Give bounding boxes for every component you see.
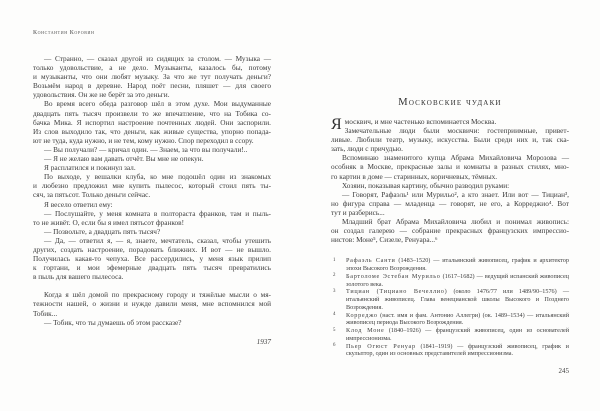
text-line: Замечательные люди были москвичи: гостеприимные, привет-: [344, 126, 569, 136]
footnote-body: (1483–1520) — итальянский живописец, график и архитектор эпохи Высокого Возрождения.: [346, 257, 569, 273]
text-line: — Вы получали? — кричал один. — Знаем, за что вы получали!..: [44, 144, 248, 154]
running-head: Константин Коровин: [33, 30, 95, 36]
page-number: 245: [558, 367, 569, 376]
footnote: [331, 327, 569, 343]
footnote-text: [346, 273, 569, 289]
footnote-number: 4: [333, 312, 336, 318]
text-line: Я расплатился и покинул зал.: [44, 163, 136, 173]
footnote-text: [346, 343, 569, 359]
text-line: особняк в Москве, прекрасные залы и комнаты в разных стилях, мно-: [331, 162, 569, 172]
footnote-text: [346, 257, 569, 273]
footnote-number: 5: [333, 327, 336, 333]
text-line: По выходе, у вешалки клуба, ко мне подошёл один из знакомых: [44, 172, 271, 182]
footnote-name: Тициан (Тициано Вечеллио): [346, 288, 448, 296]
footnote-body: (1617–1682) — ведущий испанский живописец золотого века.: [346, 272, 569, 288]
left-page: [33, 30, 271, 347]
footnote-body: (наст. имя и фам. Антонио Аллегри) (ок. 1489–1534) — итальянский живописец периода Высокого Возрождения.: [346, 311, 570, 327]
text-line: Из слов выходило так, что деньги, как живые существа, упорно попада-: [33, 126, 271, 136]
text-line: ют не туда, куда нужно, и не тем, кому нужно. Спор переходил в ссору.: [33, 135, 254, 145]
text-line: Хозяин, показывая картину, обычно разводил руками:: [342, 180, 510, 190]
footnote-body: (около 1476/77 или 1489/90–1576) — итальянский живописец. Глава венецианской школы Высокого и Позднего Возрождения.: [346, 288, 570, 311]
footnote-body: (1840–1926) — французский живописец, один из основателей импрессионизма.: [346, 327, 570, 342]
chapter-title: Московские чудаки: [398, 97, 502, 108]
text-line: ливые. Любили театр, музыку, искусства. Были среди них и, так ска-: [331, 135, 569, 145]
text-line: Я весело ответил ему:: [44, 199, 113, 209]
text-line: зать, люди с причудью.: [331, 144, 403, 154]
text-line: — Странно, — сказал другой из сидящих за столом. — Музыка —: [44, 54, 271, 63]
drop-cap: Я: [331, 116, 342, 133]
footnote-name: Клод Моне: [346, 327, 385, 335]
text-line: Младший брат Абрама Михайловича любил и понимал живопись:: [342, 217, 569, 227]
footnote-number: 1: [333, 257, 336, 263]
text-line: только удовольствие, а не дело. Музыканты, казалось бы, потому: [33, 63, 271, 73]
text-line: — Тобик, что ты думаешь об этом рассказе?: [44, 317, 182, 327]
footnote-number: 6: [333, 343, 336, 349]
footnote: [331, 273, 569, 289]
footnote-name: Пьер Огюст Ренуар: [346, 342, 416, 350]
text-line: — Говорят, Рафаэль¹ или Мурильо², а кто знает. Или вот — Тициан³,: [342, 189, 569, 199]
right-page-body: [331, 117, 569, 244]
footnote: [331, 257, 569, 273]
text-line: Во время всего обеда разговор шёл в этом духе. Мои выдуманные: [44, 99, 271, 109]
text-line: нистов: Моне⁵, Сизеле, Ренуара...⁶: [331, 235, 438, 245]
footnote: [331, 343, 569, 359]
drop-cap-paragraph: [331, 117, 569, 153]
footnote-name: Корреджо: [346, 311, 378, 319]
text-line: тут и разберись...: [331, 207, 385, 217]
footnote-name: Рафаэль Санти: [346, 257, 396, 265]
footnote-name: Бартоломе Эстебан Мурильо: [346, 272, 441, 280]
text-line: — Я не желаю вам давать отчёт. Вы мне не опекун.: [44, 154, 204, 164]
text-line: Тобик...: [33, 308, 58, 318]
footnote-text: [346, 312, 569, 328]
text-line: он создал галерею — собрание прекрасных французских импрессио-: [331, 226, 569, 236]
text-line: в пыль для вашего пылесоса.: [33, 272, 124, 282]
text-line: Когда я шёл домой по прекрасному городу и тяжёлые мысли о мя-: [44, 290, 271, 300]
text-line: — Позвольте, а двадцать пять тысяч?: [44, 226, 161, 236]
text-line: — Послушайте, у меня комната в полтораста франков, там и пыль-: [44, 208, 271, 218]
footnote-text: [346, 288, 569, 311]
text-line: двадцать пять тысяч произвели то же впечатление, что на Тобика со-: [33, 108, 271, 118]
footnote-number: 3: [333, 288, 336, 294]
text-line: и музыканты, что они любят музыку. За что же тут получать деньги?: [33, 72, 271, 82]
text-line: Возьмём народ в деревне. Народ поёт песни, пляшет — для своего: [33, 81, 271, 91]
text-line: к гортани, и мои эфемерные двадцать пять тысяч превратились: [33, 263, 271, 273]
text-line: бачка Мика. Я испортил настроение почтенных людей. Они заспорили.: [33, 117, 271, 127]
text-line: Получилась какая-то чепуха. Все рассердились, у меня язык прилип: [33, 254, 271, 264]
footnote-number: 2: [333, 273, 336, 279]
left-page-body: [33, 54, 271, 347]
text-line: москвич, и мне частенько вспоминается Москва.: [344, 117, 497, 126]
text-line: сяч, за пятьсот. Только деньги сейчас.: [33, 190, 151, 200]
text-line: — Да, — ответил я, — я, знаете, мечтатель, сказал, чтобы утешить: [44, 235, 271, 245]
right-page: [331, 97, 569, 375]
text-line: других, создать настроение, порадовать ближних. И вот — не вышло.: [33, 244, 271, 254]
footnote: [331, 312, 569, 328]
text-line: го картин в доме — старинных, коричневых, тёмных.: [331, 171, 498, 181]
footnote-text: [346, 327, 569, 343]
footnote-body: (1841–1919) — французский живописец, график и скульптор, один из основных представителей импрессионизма.: [346, 342, 569, 358]
text-line: то не живёт. О, если бы я имел пятьсот франков!: [33, 217, 185, 227]
text-line: Вспоминаю знаменитого купца Абрама Михайловича Морозова —: [342, 153, 569, 163]
text-line: но фигура справа — младенца — говорят, не его, а Корреджио⁴. Вот: [331, 198, 569, 208]
text-line: удовольствия. Он же не берёт за это деньги.: [33, 90, 170, 100]
text-line: и любезно предложил мне купить пылесос, который стоил пять ты-: [33, 181, 271, 191]
story-year: 1937: [256, 337, 271, 346]
text-line: тежности нашей, о жизни и нужде давили меня, мне вспомнился мой: [33, 299, 271, 309]
footnotes-block: [331, 257, 569, 358]
footnote: [331, 288, 569, 311]
